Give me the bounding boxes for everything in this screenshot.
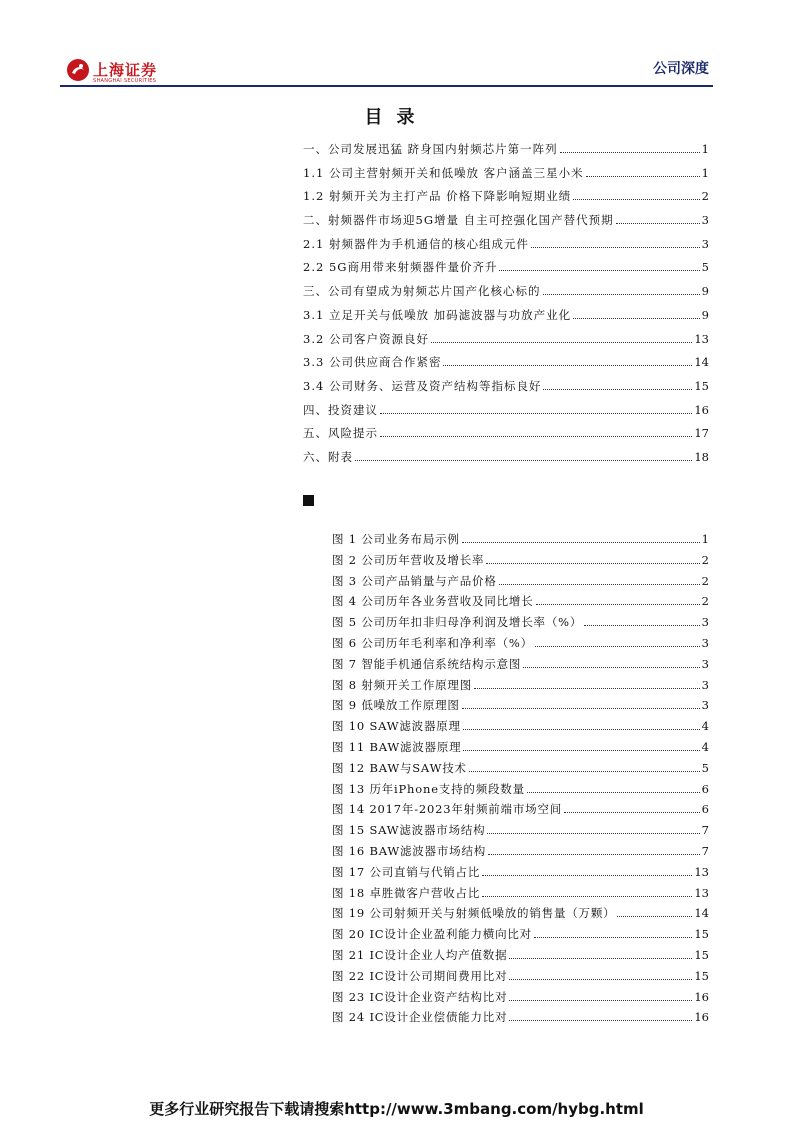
toc-leader-dots xyxy=(573,198,700,200)
toc-leader-dots xyxy=(531,246,700,248)
toc-entry[interactable] xyxy=(303,402,709,426)
figure-entry-page: 2 xyxy=(701,573,709,588)
figure-leader-dots xyxy=(463,749,699,751)
report-type-title: 公司深度 xyxy=(653,61,709,77)
toc-entry[interactable] xyxy=(303,236,709,260)
toc-entry-label: 3.4 公司财务、运营及资产结构等指标良好 xyxy=(303,378,542,393)
figure-leader-dots xyxy=(482,874,692,876)
toc-leader-dots xyxy=(586,175,700,177)
figure-list-heading xyxy=(303,495,315,506)
page-header xyxy=(60,52,713,86)
figure-entry-page: 6 xyxy=(701,802,709,817)
figure-entry-label: 图 7 智能手机通信系统结构示意图 xyxy=(332,656,522,671)
figure-entry-page: 3 xyxy=(701,698,709,713)
toc-entry-page: 1 xyxy=(701,142,709,156)
toc-entry-page: 18 xyxy=(694,449,709,464)
figure-leader-dots xyxy=(474,687,700,689)
toc-entry-page: 15 xyxy=(694,378,709,393)
toc-leader-dots xyxy=(560,151,700,153)
figure-entry-page: 2 xyxy=(701,552,709,567)
figure-entry[interactable] xyxy=(332,843,709,864)
figure-leader-dots xyxy=(536,603,700,605)
toc-entry-label: 三、公司有望成为射频芯片国产化核心标的 xyxy=(303,284,541,299)
toc-entry-page: 2 xyxy=(701,189,709,204)
toc-entry-page: 13 xyxy=(694,331,709,346)
figure-entry-label: 图 9 低噪放工作原理图 xyxy=(332,698,460,713)
figure-entry[interactable] xyxy=(332,718,709,739)
figure-entry-page: 1 xyxy=(701,532,709,546)
header-divider xyxy=(60,85,713,87)
toc-entry-page: 3 xyxy=(701,213,709,228)
toc-entry-label: 3.1 立足开关与低噪放 加码滤波器与功放产业化 xyxy=(303,307,572,322)
figure-leader-dots xyxy=(509,957,692,959)
figure-entry[interactable] xyxy=(332,552,709,573)
table-of-contents xyxy=(303,141,709,473)
figure-leader-dots xyxy=(534,936,692,938)
figure-entry-page: 14 xyxy=(694,906,709,921)
figure-entry-label: 图 19 公司射频开关与射频低噪放的销售量（万颗） xyxy=(332,906,616,921)
figure-entry[interactable] xyxy=(332,635,709,656)
figure-entry-page: 16 xyxy=(694,1010,709,1025)
figure-entry-label: 图 23 IC设计企业资产结构比对 xyxy=(332,989,508,1004)
figure-entry[interactable] xyxy=(332,968,709,989)
figure-entry[interactable] xyxy=(332,926,709,947)
figure-entry-page: 5 xyxy=(701,760,709,775)
figure-entry-page: 13 xyxy=(694,864,709,879)
toc-entry-page: 16 xyxy=(694,402,709,417)
figure-entry-page: 13 xyxy=(694,885,709,900)
figure-entry[interactable] xyxy=(332,593,709,614)
toc-entry-label: 六、附表 xyxy=(303,449,353,464)
figure-entry[interactable] xyxy=(332,781,709,802)
figure-entry-label: 图 15 SAW滤波器市场结构 xyxy=(332,823,486,838)
figure-entry-label: 图 18 卓胜微客户营收占比 xyxy=(332,885,481,900)
figure-entry-label: 图 2 公司历年营收及增长率 xyxy=(332,552,485,567)
figure-entry[interactable] xyxy=(332,656,709,677)
figure-entry-label: 图 14 2017年-2023年射频前端市场空间 xyxy=(332,802,563,817)
toc-leader-dots xyxy=(616,222,700,224)
figure-entry-page: 4 xyxy=(701,719,709,734)
toc-entry-label: 二、射频器件市场迎5G增量 自主可控强化国产替代预期 xyxy=(303,213,614,228)
toc-leader-dots xyxy=(380,435,692,437)
figure-entry-label: 图 4 公司历年各业务营收及同比增长 xyxy=(332,594,534,609)
toc-entry-page: 14 xyxy=(694,355,709,370)
toc-entry-label: 一、公司发展迅猛 跻身国内射频芯片第一阵列 xyxy=(303,142,558,156)
figure-entry-page: 3 xyxy=(701,677,709,692)
toc-leader-dots xyxy=(431,341,692,343)
logo-emblem-icon xyxy=(66,58,90,82)
toc-entry-label: 五、风险提示 xyxy=(303,426,378,441)
toc-entry[interactable] xyxy=(303,378,709,402)
figure-leader-dots xyxy=(486,562,699,564)
toc-entry[interactable] xyxy=(303,283,709,307)
figure-list xyxy=(332,531,709,1030)
figure-entry-page: 15 xyxy=(694,947,709,962)
figure-entry-page: 15 xyxy=(694,968,709,983)
toc-entry-label: 1.2 射频开关为主打产品 价格下降影响短期业绩 xyxy=(303,189,572,204)
figure-entry[interactable] xyxy=(332,760,709,781)
toc-entry[interactable] xyxy=(303,259,709,283)
figure-leader-dots xyxy=(462,707,700,709)
figure-entry[interactable] xyxy=(332,614,709,635)
toc-leader-dots xyxy=(543,293,700,295)
figure-entry-page: 7 xyxy=(701,843,709,858)
figure-entry[interactable] xyxy=(332,801,709,822)
toc-entry[interactable] xyxy=(303,331,709,355)
figure-entry-page: 3 xyxy=(701,635,709,650)
toc-entry-page: 3 xyxy=(701,236,709,251)
toc-leader-dots xyxy=(573,317,700,319)
figure-entry-label: 图 8 射频开关工作原理图 xyxy=(332,677,473,692)
figure-entry-page: 16 xyxy=(694,989,709,1004)
toc-entry[interactable] xyxy=(303,354,709,378)
figure-leader-dots xyxy=(564,811,700,813)
company-logo xyxy=(60,56,180,86)
toc-entry-page: 5 xyxy=(701,260,709,275)
figure-leader-dots xyxy=(509,999,692,1001)
toc-entry-page: 17 xyxy=(694,426,709,441)
figure-leader-dots xyxy=(499,583,700,585)
figure-entry[interactable] xyxy=(332,947,709,968)
toc-entry-label: 3.3 公司供应商合作紧密 xyxy=(303,355,442,370)
figure-entry[interactable] xyxy=(332,697,709,718)
figure-entry[interactable] xyxy=(332,573,709,594)
toc-entry-label: 四、投资建议 xyxy=(303,402,378,417)
figure-entry-label: 图 17 公司直销与代销占比 xyxy=(332,864,481,879)
figure-leader-dots xyxy=(523,666,699,668)
toc-entry-page: 9 xyxy=(701,307,709,322)
figure-entry[interactable] xyxy=(332,905,709,926)
figure-entry-label: 图 5 公司历年扣非归母净利润及增长率（%） xyxy=(332,615,583,630)
figure-leader-dots xyxy=(469,770,700,772)
figure-entry-label: 图 22 IC设计公司期间费用比对 xyxy=(332,968,508,983)
figure-entry-page: 15 xyxy=(694,927,709,942)
figure-entry-label: 图 12 BAW与SAW技术 xyxy=(332,760,467,775)
toc-entry[interactable] xyxy=(303,165,709,189)
toc-leader-dots xyxy=(355,459,692,461)
toc-entry[interactable] xyxy=(303,188,709,212)
figure-entry-page: 6 xyxy=(701,781,709,796)
figure-entry[interactable] xyxy=(332,864,709,885)
toc-entry-label: 1.1 公司主营射频开关和低噪放 客户涵盖三星小米 xyxy=(303,165,584,180)
figure-leader-dots xyxy=(617,915,692,917)
figure-entry-label: 图 24 IC设计企业偿债能力比对 xyxy=(332,1010,508,1025)
figure-entry-label: 图 6 公司历年毛利率和净利率（%） xyxy=(332,635,533,650)
figure-entry-page: 3 xyxy=(701,615,709,630)
figure-leader-dots xyxy=(482,895,692,897)
figure-leader-dots xyxy=(509,978,692,980)
figure-entry[interactable] xyxy=(332,531,709,552)
toc-entry[interactable] xyxy=(303,141,709,165)
toc-entry-page: 9 xyxy=(701,284,709,299)
figure-entry-label: 图 10 SAW滤波器原理 xyxy=(332,719,461,734)
footer-download-notice[interactable]: 更多行业研究报告下载请搜索http://www.3mbang.com/hybg.html xyxy=(149,1100,644,1118)
toc-entry[interactable] xyxy=(303,449,709,473)
figure-leader-dots xyxy=(488,853,700,855)
logo-chinese-name: 上海证券 xyxy=(93,61,158,79)
figure-leader-dots xyxy=(462,541,700,543)
toc-entry-label: 2.1 射频器件为手机通信的核心组成元件 xyxy=(303,236,529,251)
figure-entry[interactable] xyxy=(332,989,709,1010)
toc-entry-page: 1 xyxy=(701,165,709,180)
figure-entry[interactable] xyxy=(332,739,709,760)
figure-entry-label: 图 3 公司产品销量与产品价格 xyxy=(332,573,497,588)
toc-leader-dots xyxy=(499,269,699,271)
figure-leader-dots xyxy=(509,1019,692,1021)
figure-entry-label: 图 13 历年iPhone支持的频段数量 xyxy=(332,781,525,796)
logo-english-name: SHANGHAI SECURITIES xyxy=(93,78,157,84)
figure-entry-page: 3 xyxy=(701,656,709,671)
figure-entry-page: 7 xyxy=(701,823,709,838)
figure-entry-page: 2 xyxy=(701,594,709,609)
figure-leader-dots xyxy=(535,645,700,647)
figure-leader-dots xyxy=(584,624,700,626)
figure-entry-label: 图 20 IC设计企业盈利能力横向比对 xyxy=(332,927,532,942)
toc-leader-dots xyxy=(543,388,692,390)
toc-entry[interactable] xyxy=(303,212,709,236)
toc-entry[interactable] xyxy=(303,307,709,331)
toc-leader-dots xyxy=(380,412,692,414)
toc-entry-label: 3.2 公司客户资源良好 xyxy=(303,331,429,346)
figure-entry[interactable] xyxy=(332,822,709,843)
toc-entry-label: 2.2 5G商用带来射频器件量价齐升 xyxy=(303,260,498,275)
figure-entry-label: 图 16 BAW滤波器市场结构 xyxy=(332,843,487,858)
figure-entry[interactable] xyxy=(332,677,709,698)
figure-entry-label: 图 11 BAW滤波器原理 xyxy=(332,739,462,754)
figure-leader-dots xyxy=(527,791,700,793)
toc-title: 目录 xyxy=(364,107,429,128)
figure-entry-page: 4 xyxy=(701,739,709,754)
figure-entry-label: 图 21 IC设计企业人均产值数据 xyxy=(332,947,508,962)
figure-leader-dots xyxy=(463,728,700,730)
toc-leader-dots xyxy=(443,364,692,366)
figure-leader-dots xyxy=(487,832,699,834)
figure-heading-mark xyxy=(303,495,314,506)
figure-entry[interactable] xyxy=(332,885,709,906)
figure-entry[interactable] xyxy=(332,1009,709,1030)
figure-entry-label: 图 1 公司业务布局示例 xyxy=(332,532,460,546)
toc-entry[interactable] xyxy=(303,425,709,449)
